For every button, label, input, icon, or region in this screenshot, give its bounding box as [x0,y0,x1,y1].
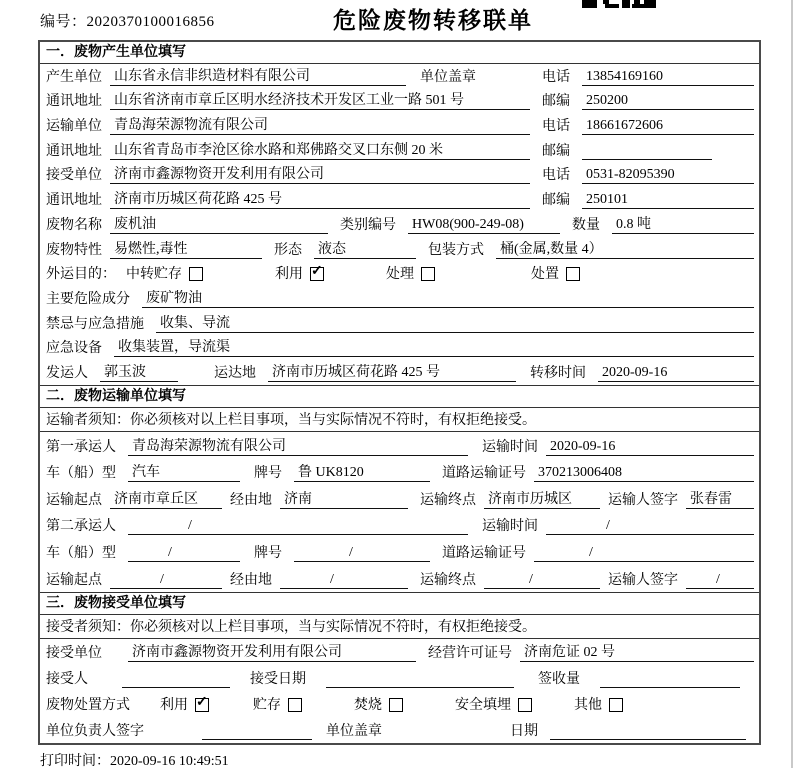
section1-header: 一．废物产生单位填写 [40,42,759,64]
disposal-option-store [253,694,302,714]
disposal-label: 废物处置方式 [46,697,130,713]
route1-end-field: 济南市历城区 [484,491,600,509]
purpose-option-treat [386,263,435,283]
section2-body [40,432,759,592]
receiver-row [40,163,759,188]
route2-sign-field: / [686,571,754,589]
generator-seal-label: 单位盖章 [420,69,476,85]
disposal-option-incinerate [354,694,403,714]
route1-start-field: 济南市章丘区 [110,491,222,509]
print-time-label: 打印时间： [40,754,110,768]
acceptor-label: 接受人 [46,671,88,687]
dispatch-row [40,360,759,385]
generator-phone-field: 13854169160 [582,68,754,86]
carrier2-field: / [128,517,468,535]
disposal-row [40,691,759,717]
vehicle1-plate-label: 牌号 [254,466,282,482]
purpose-option-dispose-checkbox [566,267,580,281]
generator-address-row [40,89,759,114]
disposal-option-use-checkbox [195,698,209,712]
waste-pack-label: 包装方式 [428,242,484,258]
section3-notice: 接受者须知：你必须核对以上栏目事项，当与实际情况不符时，有权拒绝接受。 [40,615,759,639]
print-time-value: 2020-09-16 10:49:51 [110,754,229,768]
precautions-row [40,311,759,336]
waste-qty-label: 数量 [572,217,600,233]
route1-end-label: 运输终点 [420,492,476,508]
transporter-name-field: 青岛海荣源物流有限公司 [110,117,530,135]
dispatcher-label: 发运人 [46,365,88,381]
section2-header: 二．废物运输单位填写 [40,385,759,408]
generator-phone-label: 电话 [542,69,570,85]
signed-qty-field [600,670,740,688]
purpose-option-transfer [126,263,203,283]
main-hazard-row [40,286,759,311]
route2-end-label: 运输终点 [420,572,476,588]
waste-props-label: 废物特性 [46,242,102,258]
route1-via-label: 经由地 [230,492,272,508]
section1-body [40,64,759,385]
carrier2-time-label: 运输时间 [482,519,538,535]
route2-start-field: / [110,571,222,589]
generator-address-field: 山东省济南市章丘区明水经济技术开发区工业一路 501 号 [110,92,530,110]
purpose-option-dispose-label: 处置 [531,267,559,283]
transporter-address-label: 通讯地址 [46,143,102,159]
route2-start-label: 运输起点 [46,572,102,588]
print-time [40,750,229,768]
generator-label: 产生单位 [46,69,102,85]
carrier2-time-field: / [546,517,754,535]
signature-row [40,717,759,743]
purpose-option-treat-checkbox [421,267,435,281]
page-title: 危险废物转移联单 [333,8,533,33]
receiver-zip-field: 250101 [582,191,754,209]
doc-number [40,10,215,31]
disposal-option-landfill [455,694,532,714]
main-hazard-field: 废矿物油 [142,290,754,308]
waste-props-row [40,237,759,262]
disposal-option-incinerate-checkbox [389,698,403,712]
accept-date-label: 接受日期 [250,671,306,687]
disposal-option-other-label: 其他 [574,697,602,713]
vehicle2-plate-label: 牌号 [254,545,282,561]
receiver-address-field: 济南市历城区荷花路 425 号 [110,191,530,209]
vehicle1-type-field: 汽车 [128,464,240,482]
purpose-option-use-checkbox [310,267,324,281]
accept-unit-field: 济南市鑫源物资开发利用有限公司 [128,644,416,662]
transporter-phone-field: 18661672606 [582,117,754,135]
manifest-form [38,40,761,745]
route1-row [40,485,759,512]
waste-name-row [40,212,759,237]
transporter-phone-label: 电话 [542,119,570,135]
transporter-address-field: 山东省青岛市李沧区徐水路和郑佛路交叉口东侧 20 米 [110,142,530,160]
vehicle1-license-field: 370213006408 [534,464,754,482]
receiver-address-label: 通讯地址 [46,193,102,209]
accept-date-field [326,670,514,688]
main-hazard-label: 主要危险成分 [46,291,130,307]
purpose-option-transfer-checkbox [189,267,203,281]
purpose-label: 外运目的： [46,267,116,283]
vehicle2-plate-field: / [294,544,430,562]
accept-unit-row [40,639,759,665]
transporter-label: 运输单位 [46,119,102,135]
vehicle1-license-label: 道路运输证号 [442,466,526,482]
receiver-phone-field: 0531-82095390 [582,166,754,184]
unit-seal-label: 单位盖章 [326,723,382,739]
receiver-phone-label: 电话 [542,168,570,184]
carrier1-time-field: 2020-09-16 [546,438,754,456]
doc-number-label: 编号： [40,14,87,30]
purpose-option-use [275,263,324,283]
accept-unit-label: 接受单位 [46,645,102,661]
permit-label: 经营许可证号 [428,645,512,661]
disposal-option-landfill-label: 安全填埋 [455,697,511,713]
receiver-zip-label: 邮编 [542,193,570,209]
destination-label: 运达地 [214,365,256,381]
transfer-time-field: 2020-09-16 [598,364,754,382]
disposal-option-incinerate-label: 焚烧 [354,697,382,713]
carrier1-field: 青岛海荣源物流有限公司 [128,438,468,456]
disposal-option-landfill-checkbox [518,698,532,712]
transporter-row [40,113,759,138]
route2-end-field: / [484,571,600,589]
waste-code-label: 类别编号 [340,217,396,233]
section3-body [40,639,759,743]
disposal-option-use [160,694,209,714]
destination-field: 济南市历城区荷花路 425 号 [268,364,516,382]
waste-name-field: 废机油 [110,216,328,234]
section2-notice: 运输者须知：你必须核对以上栏目事项，当与实际情况不符时，有权拒绝接受。 [40,408,759,432]
waste-form-field: 液态 [314,241,416,259]
responsible-sign-label: 单位负责人签字 [46,723,144,739]
waste-name-label: 废物名称 [46,217,102,233]
waste-props-field: 易燃性,毒性 [110,241,262,259]
purpose-option-dispose [531,263,580,283]
disposal-option-use-label: 利用 [160,697,188,713]
carrier2-label: 第二承运人 [46,519,116,535]
dispatcher-field: 郭玉波 [100,364,178,382]
equipment-label: 应急设备 [46,341,102,357]
vehicle2-license-label: 道路运输证号 [442,545,526,561]
route2-row [40,565,759,592]
vehicle1-type-label: 车（船）型 [46,466,116,482]
receiver-address-row [40,187,759,212]
vehicle2-row [40,538,759,565]
transporter-zip-label: 邮编 [542,143,570,159]
disposal-option-store-label: 贮存 [253,697,281,713]
route1-via-field: 济南 [280,491,408,509]
vehicle2-type-field: / [128,544,240,562]
carrier1-row [40,432,759,459]
acceptor-row [40,665,759,691]
acceptor-field [122,670,230,688]
waste-pack-field: 桶(金属,数量 4） [496,241,754,259]
qr-code-fragment [582,0,656,9]
vehicle1-plate-field: 鲁 UK8120 [294,464,430,482]
purpose-row [40,262,759,287]
route1-start-label: 运输起点 [46,492,102,508]
responsible-sign-field [202,722,312,740]
route2-sign-label: 运输人签字 [608,572,678,588]
equipment-field: 收集装置，导流渠 [114,339,754,357]
section3-header: 三．废物接受单位填写 [40,592,759,615]
carrier1-time-label: 运输时间 [482,439,538,455]
disposal-option-other [574,694,623,714]
purpose-option-use-label: 利用 [275,267,303,283]
transporter-address-row [40,138,759,163]
generator-zip-label: 邮编 [542,94,570,110]
generator-row [40,64,759,89]
route2-via-field: / [280,571,408,589]
route2-via-label: 经由地 [230,572,272,588]
precautions-field: 收集、导流 [156,315,754,333]
generator-zip-field: 250200 [582,92,754,110]
sign-date-field [550,722,746,740]
signed-qty-label: 签收量 [538,671,580,687]
generator-name-field: 山东省永信非织造材料有限公司 [110,68,406,86]
receiver-label: 接受单位 [46,168,102,184]
transfer-time-label: 转移时间 [530,365,586,381]
generator-address-label: 通讯地址 [46,94,102,110]
transporter-zip-field [582,142,712,160]
purpose-option-treat-label: 处理 [386,267,414,283]
doc-number-value: 2020370100016856 [86,14,215,30]
route1-sign-label: 运输人签字 [608,492,678,508]
waste-qty-field: 0.8 吨 [612,216,754,234]
equipment-row [40,336,759,361]
page-edge-line [791,0,793,768]
sign-date-label: 日期 [510,723,538,739]
receiver-name-field: 济南市鑫源物资开发利用有限公司 [110,166,530,184]
purpose-option-transfer-label: 中转贮存 [126,267,182,283]
permit-field: 济南危证 02 号 [520,644,754,662]
precautions-label: 禁忌与应急措施 [46,316,144,332]
vehicle2-type-label: 车（船）型 [46,545,116,561]
disposal-option-other-checkbox [609,698,623,712]
route1-sign-field: 张春雷 [686,491,754,509]
waste-code-field: HW08(900-249-08) [408,216,560,234]
carrier1-label: 第一承运人 [46,439,116,455]
vehicle2-license-field: / [534,544,754,562]
waste-form-label: 形态 [274,242,302,258]
carrier2-row [40,512,759,539]
disposal-option-store-checkbox [288,698,302,712]
vehicle1-row [40,459,759,486]
